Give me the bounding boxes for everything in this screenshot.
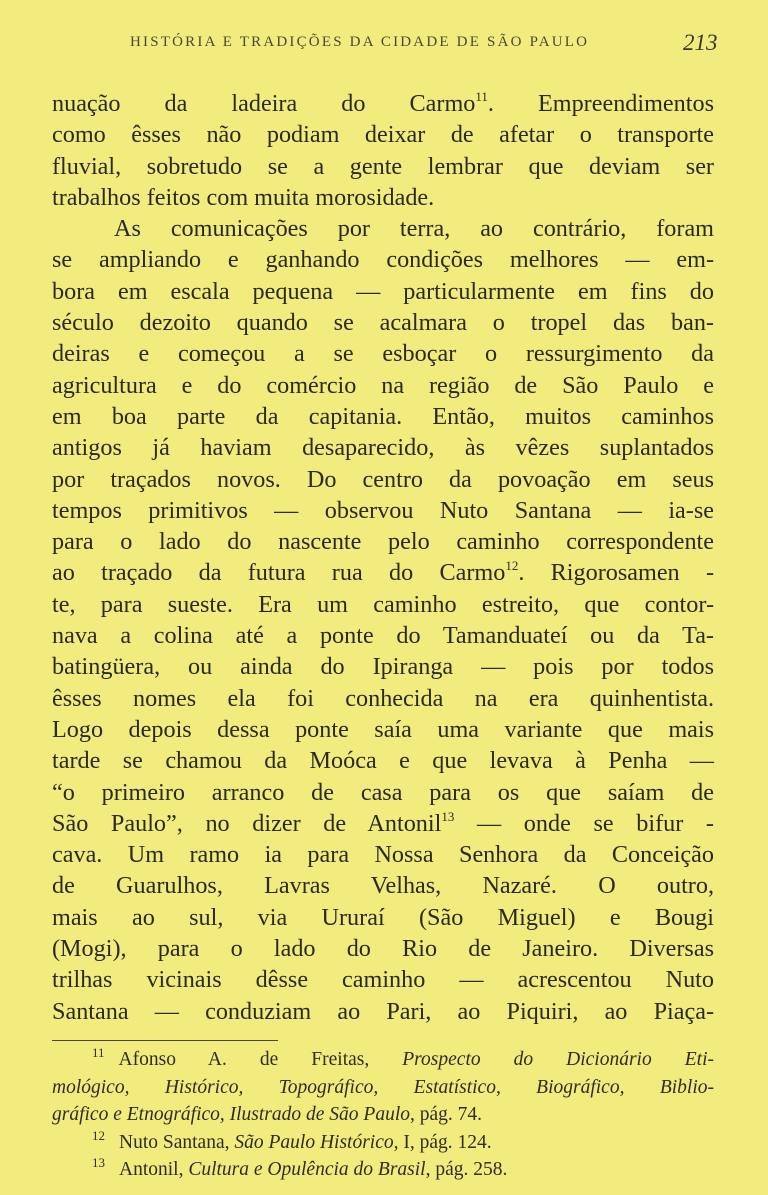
text-line: para o lado do nascente pelo caminho correspondente [52, 528, 714, 556]
text-line: nuação da ladeira do Carmo$^{11}$. Empreendimentos [52, 89, 714, 117]
text-line: Santana — conduziam ao Pari, ao Piquiri, ao Piaça- [52, 997, 714, 1025]
text-line: “o primeiro arranco de casa para os que saíam de [52, 778, 714, 806]
footnote-11-cont: mológico, Histórico, Topográfico, Estatístico, Biográfico, Biblio- [52, 1076, 714, 1098]
text-line: mais ao sul, via Ururaí (São Miguel) e Bougi [52, 903, 714, 931]
page-number: 213 [683, 30, 718, 55]
text-line: tarde se chamou da Moóca e que levava à Penha — [52, 747, 714, 775]
text-line: em boa parte da capitania. Então, muitos caminhos [52, 402, 714, 430]
text-line: Logo depois dessa ponte saía uma variante que mais [52, 715, 714, 743]
text-line: deiras e começou a se esboçar o ressurgimento da [52, 340, 714, 368]
footnote-13: $^{13}$ Antonil, Cultura e Opulência do Brasil, pág. 258. [92, 1155, 508, 1180]
footnote-11: $^{11}$ Afonso A. de Freitas, Prospecto do Dicionário Eti- [92, 1045, 714, 1070]
body-text [52, 88, 714, 1027]
text-line: trilhas vicinais dêsse caminho — acrescentou Nuto [52, 966, 714, 994]
text-line: tempos primitivos — observou Nuto Santana — ia-se [52, 496, 714, 524]
footnote-11-end: gráfico e Etnográfico, Ilustrado de São Paulo, pág. 74. [52, 1104, 483, 1125]
text-line: São Paulo”, no dizer de Antonil$^{13}$ — onde se bifur - [52, 808, 714, 837]
text-line: como êsses não podiam deixar de afetar o transporte [52, 121, 714, 149]
text-line: de Guarulhos, Lavras Velhas, Nazaré. O outro, [52, 872, 714, 900]
text-line: (Mogi), para o lado do Rio de Janeiro. Diversas [52, 935, 714, 963]
text-line: êsses nomes ela foi conhecida na era quinhentista. [52, 684, 714, 712]
text-line: ao traçado da futura rua do Carmo$^{12}$. Rigorosamen - [52, 558, 714, 587]
text-line: batingüera, ou ainda do Ipiranga — pois por todos [52, 653, 714, 681]
text-line: cava. Um ramo ia para Nossa Senhora da Conceição [52, 841, 714, 869]
running-header [0, 30, 768, 60]
text-line: agricultura e do comércio na região de São Paulo e [52, 371, 714, 399]
paragraph-start: As comunicações por terra, ao contrário, foram [114, 215, 714, 243]
footnote-ref-11: 11 [475, 89, 488, 104]
text-line: antigos já haviam desaparecido, às vêzes suplantados [52, 434, 714, 462]
text-line: te, para sueste. Era um caminho estreito, que contor- [52, 590, 714, 618]
text-line: século dezoito quando se acalmara o tropel das ban- [52, 309, 714, 337]
text-line: fluvial, sobretudo se a gente lembrar que deviam ser [52, 152, 714, 180]
footnotes [52, 1046, 714, 1184]
text-line: bora em escala pequena — particularmente em fins do [52, 277, 714, 305]
text-line: trabalhos feitos com muita morosidade. [52, 183, 435, 211]
footnote-divider [52, 1040, 278, 1041]
text-line: por traçados novos. Do centro da povoação em seus [52, 465, 714, 493]
footnote-12: $^{12}$ Nuto Santana, São Paulo Histórico, I, pág. 124. [92, 1127, 492, 1153]
footnote-ref-12: 12 [505, 558, 519, 574]
text-line: nava a colina até a ponte do Tamanduateí ou da Ta- [52, 622, 714, 650]
running-title: HISTÓRIA E TRADIÇÕES DA CIDADE DE SÃO PAULO [130, 34, 590, 50]
footnote-ref-13: 13 [441, 808, 455, 824]
text-line: se ampliando e ganhando condições melhores — em- [52, 246, 714, 274]
